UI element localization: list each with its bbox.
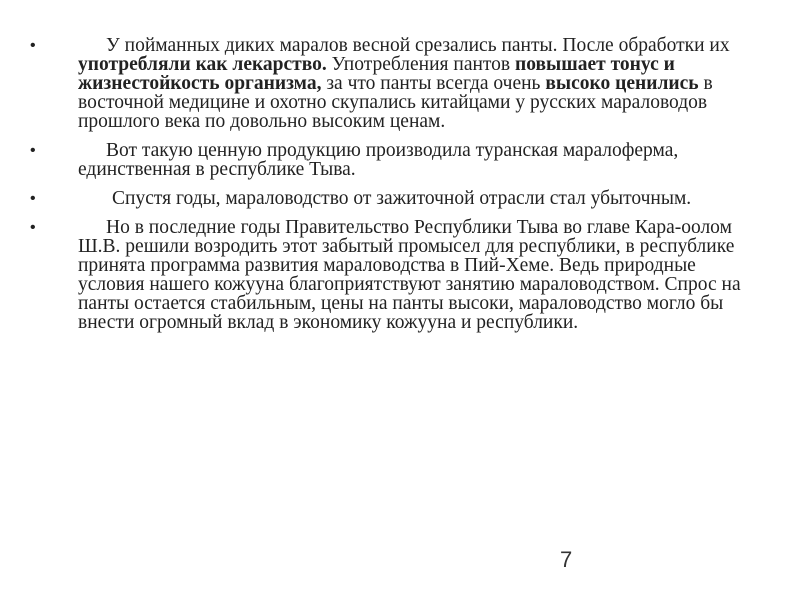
- paragraph-text: Но в последние годы Правительство Республики Тыва во главе Кара-оолом Ш.В. решили возродить этот забытый промысел для республики, в республике принята программа развития мараловодства в Пий-Хеме. Ведь природные условия нашего кожууна благоприятствуют занятию мараловодством. Спрос на панты остается стабильным, цены на панты высоки, мараловодство могло бы внести огромный вклад в экономику кожууна и республики.: [78, 217, 741, 333]
- paragraph-text: Спустя годы, мараловодство от зажиточной отрасли стал убыточным.: [112, 188, 692, 209]
- bullet-dot-icon: •: [30, 190, 36, 207]
- paragraph-text: Вот такую ценную продукцию производила туранская маралоферма, единственная в республике Тыва.: [78, 140, 679, 180]
- bullet-dot-icon: •: [30, 219, 36, 236]
- bold-text-run: употребляли как лекарство.: [78, 54, 327, 75]
- text-run: в восточной медицине и охотно скупались китайцами у русских мараловодов прошлого века по довольно высоким ценам.: [78, 73, 713, 132]
- page-number: 7: [560, 547, 573, 572]
- bullet-item-4: [30, 218, 760, 332]
- bullet-dot-icon: •: [30, 37, 36, 54]
- paragraph-text: [78, 35, 730, 132]
- bullet-list: [30, 36, 760, 342]
- bullet-dot-icon: •: [30, 142, 36, 159]
- bold-text-run: повышает тонус и жизнестойкость организма,: [78, 54, 675, 94]
- text-run: за что панты всегда очень: [321, 73, 546, 94]
- text-run: Употребления пантов: [326, 54, 516, 75]
- text-run: У пойманных диких маралов весной срезались панты. После обработки их: [106, 35, 730, 56]
- bullet-item-2: [30, 141, 760, 179]
- bullet-item-1: [30, 36, 760, 131]
- bold-text-run: высоко ценились: [545, 73, 699, 94]
- bullet-item-3: [30, 189, 760, 208]
